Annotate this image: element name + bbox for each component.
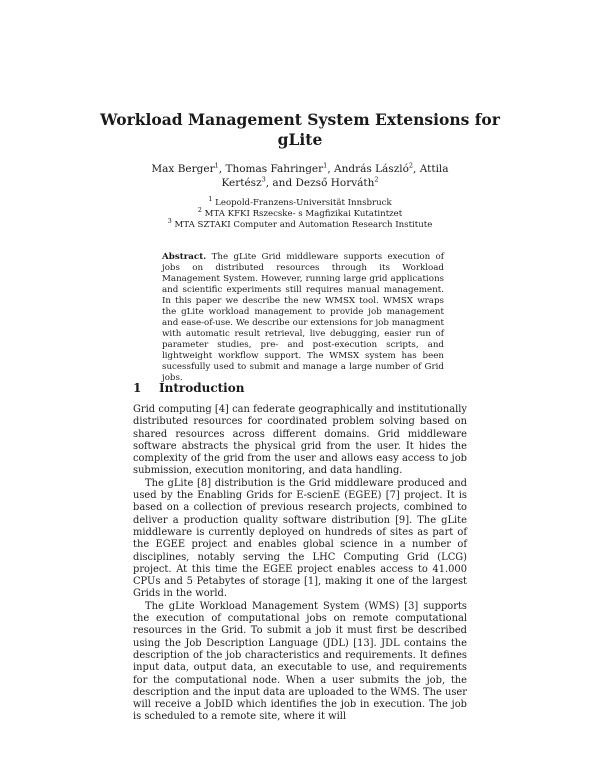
paragraph: The gLite Workload Management System (WMS) [3] supports the execution of computational jobs on remote computational resources in the Grid. To submit a job it must first be described using the Job Description Language (JDL) [13]. JDL contains the description of the job characteristics and requirements. It defines input data, output data, an executable to use, and requirements for the computational node. When a user submits the job, the description and the input data are uploaded to the WMS. The user will receive a JobID which identifies the job in execution. The job is scheduled to a remote site, where it will: [133, 600, 467, 723]
author: Max Berger$^1$,: [151, 161, 226, 175]
paragraph: The gLite [8] distribution is the Grid middleware produced and used by the Enabling Grids for E-scienE (EGEE) [7] project. It is based on a collection of previous research projects, combined to deliver a production quality software distribution [9]. The gLite middleware is currently deployed on hundreds of sites as part of the EGEE project and enables global science in a number of disciplines, notably serving the LHC Computing Grid (LCG) project. At this time the EGEE project enables access to 41.000 CPUs and 5 Petabytes of storage [1], making it one of the largest Grids in the world.: [133, 477, 467, 600]
title-line-1: Workload Management System Extensions for: [100, 110, 500, 129]
abstract-text: The gLite Grid middleware supports execution of jobs on distributed resources through its Workload Management System. However, running large grid applications and scientific experiments still requires manual management. In this paper we describe the new WMSX tool. WMSX wraps the gLite workload management to provide job management and ease-of-use. We describe our extensions for job managment with automatic result retrieval, live debugging, easier run of parameter studies, pre- and post-execution scripts, and lightweight workflow support. The WMSX system has been sucessfully used to submit and manage a large number of Grid jobs.: [162, 252, 444, 383]
author: Dezső Horváth$^2$: [295, 175, 379, 189]
affiliation-list: [130, 195, 470, 231]
paragraph: Grid computing [4] can federate geographically and institutionally distributed resources for coordinated problem solving based on shared resources across different domains. Grid middleware software abstracts the physical grid from the user. It hides the complexity of the grid from the user and allows easy access to job submission, execution monitoring, and data handling.: [133, 404, 467, 477]
author: Attila Kertész$^3$, and: [221, 163, 449, 189]
section-number: 1: [133, 381, 142, 395]
affiliation: $^3$ MTA SZTAKI Computer and Automation Research Institute: [167, 217, 433, 230]
affiliation: $^2$ MTA KFKI Rszecske- s Magfizikai Kutatintzet: [197, 206, 403, 219]
paper-title: [100, 110, 500, 150]
section-body: [133, 404, 467, 724]
affiliation: $^1$ Leopold-Franzens-Universität Innsbruck: [208, 195, 392, 208]
author-list: [130, 162, 470, 190]
abstract: [162, 252, 444, 384]
author: Thomas Fahringer$^1$,: [225, 161, 334, 175]
author: András László$^2$,: [334, 161, 420, 175]
section-heading: [133, 381, 244, 395]
section-title: Introduction: [159, 381, 245, 395]
title-line-2: gLite: [277, 130, 323, 149]
abstract-label: Abstract.: [162, 252, 207, 262]
